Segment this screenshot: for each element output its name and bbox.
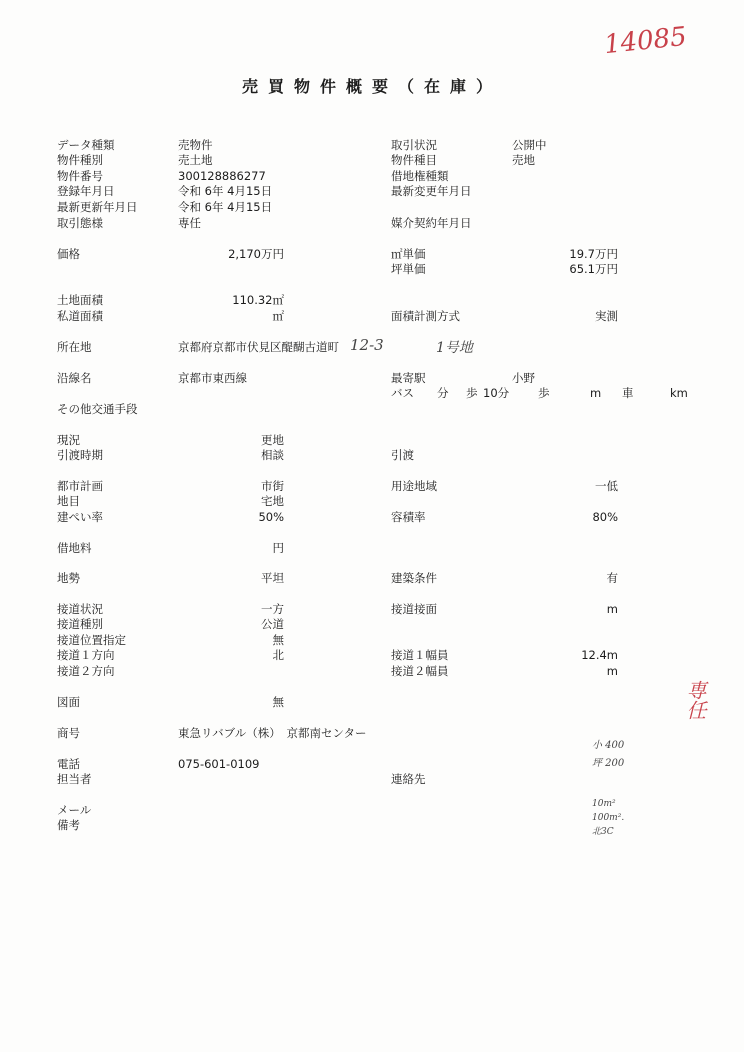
value-property-number: 300128886277 [178, 169, 266, 183]
label-unit-price-m2: ㎡単価 [391, 247, 426, 261]
label-line: 沿線名 [57, 371, 92, 385]
label-price: 価格 [57, 247, 80, 261]
value-road-frontage: m [606, 602, 618, 616]
value-building-condition: 有 [606, 571, 618, 585]
label-drawing: 図面 [57, 695, 80, 709]
handwritten-note-b3: 北3C [592, 827, 614, 837]
value-registered-date: 令和 6年 4月15日 [178, 184, 273, 198]
value-measurement-method: 実測 [595, 309, 618, 323]
value-road-type: 公道 [261, 617, 284, 631]
label-contact: 連絡先 [391, 772, 426, 786]
label-last-updated-date: 最新更新年月日 [57, 200, 138, 214]
label-leasehold-type: 借地権種類 [391, 169, 449, 183]
label-email: メール [57, 803, 92, 817]
label-trade-name: 商号 [57, 726, 80, 740]
label-delivery: 引渡 [391, 448, 414, 462]
value-road2-width: m [606, 664, 618, 678]
label-property-number: 物件番号 [57, 169, 103, 183]
walk-label-2: 歩 [538, 386, 550, 400]
value-floor-area-ratio: 80% [592, 510, 618, 524]
label-city-planning: 都市計画 [57, 479, 103, 493]
value-status-now: 更地 [261, 433, 284, 447]
label-road-status: 接道状況 [57, 602, 103, 616]
bus-minutes-unit: 分 [437, 386, 449, 400]
label-data-type: データ種類 [57, 138, 115, 152]
value-last-updated-date: 令和 6年 4月15日 [178, 200, 273, 214]
value-phone: 075-601-0109 [178, 757, 260, 771]
label-road1-direction: 接道１方向 [57, 648, 115, 662]
label-remarks: 備考 [57, 818, 80, 832]
value-private-road-area: ㎡ [272, 309, 284, 323]
value-terrain: 平坦 [261, 571, 284, 585]
label-private-road-area: 私道面積 [57, 309, 103, 323]
label-road2-direction: 接道２方向 [57, 664, 115, 678]
label-building-condition: 建築条件 [391, 571, 437, 585]
handwritten-note-b1: 10m² [592, 799, 616, 809]
value-trade-name: 東急リバブル（株） 京都南センター [178, 726, 367, 740]
label-phone: 電話 [57, 757, 80, 771]
handwritten-address-note: 1号地 [436, 340, 473, 356]
value-line: 京都市東西線 [178, 371, 247, 385]
distance-m-unit: m [590, 386, 602, 400]
value-road1-width: 12.4m [581, 648, 618, 662]
page-title: 売買物件概要（在庫） [241, 77, 502, 96]
label-nearest-station: 最寄駅 [391, 371, 426, 385]
handwritten-note-a1: 小 400 [592, 740, 625, 751]
value-unit-price-tsubo: 65.1万円 [569, 262, 618, 276]
label-terrain: 地勢 [57, 571, 80, 585]
label-land-area: 土地面積 [57, 293, 103, 307]
label-measurement-method: 面積計測方式 [391, 309, 460, 323]
value-price: 2,170万円 [228, 247, 284, 261]
label-transaction-mode: 取引態様 [57, 216, 103, 230]
label-person-in-charge: 担当者 [57, 772, 92, 786]
value-road-designation: 無 [272, 633, 284, 647]
value-data-type: 売物件 [178, 138, 213, 152]
walk-label-1: 歩 [466, 386, 478, 400]
value-zoning: 一低 [595, 479, 618, 493]
value-coverage-ratio: 50% [258, 510, 284, 524]
value-unit-price-m2: 19.7万円 [569, 247, 618, 261]
bus-label: バス [391, 386, 414, 400]
handwritten-note-a2: 坪 200 [592, 758, 625, 769]
value-city-planning: 市街 [261, 479, 284, 493]
car-label: 車 [622, 386, 634, 400]
label-other-transport: その他交通手段 [57, 402, 138, 416]
value-property-item: 売地 [512, 153, 535, 167]
value-land-area: 110.32㎡ [232, 293, 284, 307]
label-delivery-time: 引渡時期 [57, 448, 103, 462]
label-status-now: 現況 [57, 433, 80, 447]
value-delivery-time: 相談 [261, 448, 284, 462]
label-mediation-date: 媒介契約年月日 [391, 216, 472, 230]
distance-km-unit: km [670, 386, 688, 400]
value-torihiki-status: 公開中 [512, 138, 547, 152]
label-property-type: 物件種別 [57, 153, 103, 167]
label-floor-area-ratio: 容積率 [391, 510, 426, 524]
value-drawing: 無 [272, 695, 284, 709]
value-land-category: 宅地 [261, 494, 284, 508]
handwritten-side-stamp: 専任 [683, 680, 707, 720]
label-road2-width: 接道２幅員 [391, 664, 449, 678]
label-torihiki-status: 取引状況 [391, 138, 437, 152]
label-location: 所在地 [57, 340, 92, 354]
label-registered-date: 登録年月日 [57, 184, 115, 198]
value-transaction-mode: 専任 [178, 216, 201, 230]
label-unit-price-tsubo: 坪単価 [391, 262, 426, 276]
label-zoning: 用途地域 [391, 479, 437, 493]
label-road-frontage: 接道接面 [391, 602, 437, 616]
walk-minutes: 10分 [483, 386, 510, 400]
value-location: 京都府京都市伏見区醍醐古道町 [178, 340, 339, 354]
value-road1-direction: 北 [272, 648, 284, 662]
value-property-type: 売土地 [178, 153, 213, 167]
value-lease-fee: 円 [272, 541, 284, 555]
label-land-category: 地目 [57, 494, 80, 508]
label-property-item: 物件種目 [391, 153, 437, 167]
label-coverage-ratio: 建ぺい率 [57, 510, 103, 524]
label-last-changed-date: 最新変更年月日 [391, 184, 472, 198]
label-road-type: 接道種別 [57, 617, 103, 631]
value-road-status: 一方 [261, 602, 284, 616]
handwritten-address-addendum: 12-3 [350, 336, 384, 354]
value-nearest-station: 小野 [512, 371, 535, 385]
label-road-designation: 接道位置指定 [57, 633, 126, 647]
label-lease-fee: 借地料 [57, 541, 92, 555]
label-road1-width: 接道１幅員 [391, 648, 449, 662]
handwritten-note-b2: 100m². [592, 813, 625, 823]
handwritten-doc-number: 14085 [602, 21, 689, 61]
